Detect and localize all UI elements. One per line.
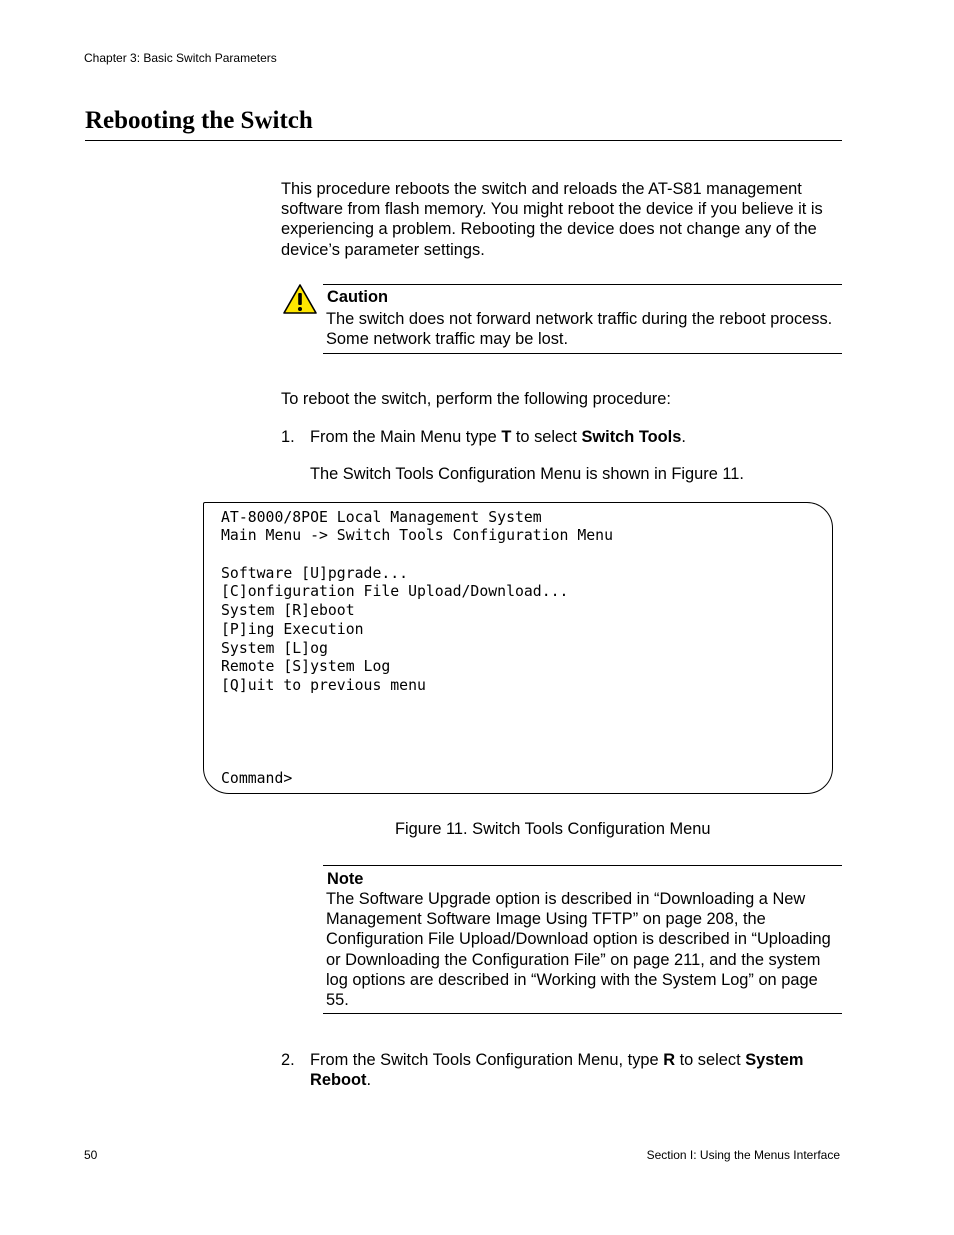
terminal-line: [P]ing Execution <box>221 621 364 638</box>
title-rule <box>85 140 842 141</box>
terminal-line: Software [U]pgrade... <box>221 565 409 582</box>
terminal-line: Main Menu -> Switch Tools Configuration Menu <box>221 527 613 544</box>
note-text: The Software Upgrade option is described in “Downloading a New Management Software Image Using TFTP” on page 208, the Configuration File Upload/Download option is described in “Uploading or Downloading the Configuration File” on page 211, and the system log options are described in “Working with the System Log” on page 55. <box>326 890 831 1010</box>
terminal-line: [C]onfiguration File Upload/Download... <box>221 583 569 600</box>
note-heading: Note <box>327 870 364 888</box>
caution-callout <box>323 284 842 354</box>
step-1-result: The Switch Tools Configuration Menu is shown in Figure 11. <box>310 465 744 483</box>
section-title: Rebooting the Switch <box>85 107 313 134</box>
terminal-screen <box>203 502 833 794</box>
figure-caption: Figure 11. Switch Tools Configuration Menu <box>395 820 711 838</box>
step-2-target: System Reboot <box>310 1051 804 1090</box>
caution-heading: Caution <box>327 288 389 306</box>
intro-paragraph: This procedure reboots the switch and reloads the AT-S81 management software from flash memory. You might reboot the device if you believe it is experiencing a problem. Rebooting the device does not change any of the device’s parameter settings. <box>281 180 823 259</box>
terminal-line: AT-8000/8POE Local Management System <box>221 509 542 526</box>
step-1-key: T <box>501 428 512 446</box>
step-1-target: Switch Tools <box>581 428 682 446</box>
step-2-number: 2. <box>281 1051 295 1069</box>
terminal-line: Remote [S]ystem Log <box>221 658 391 675</box>
warning-triangle-icon <box>282 283 318 315</box>
terminal-line: System [L]og <box>221 640 328 657</box>
step-1-number: 1. <box>281 428 295 446</box>
step-2-key: R <box>663 1051 676 1069</box>
page-number: 50 <box>84 1148 98 1162</box>
terminal-line: System [R]eboot <box>221 602 355 619</box>
note-callout <box>323 865 842 1014</box>
step-2-text: From the Switch Tools Configuration Menu, type R to select System Reboot. <box>310 1051 804 1090</box>
running-header: Chapter 3: Basic Switch Parameters <box>84 51 277 65</box>
caution-text: The switch does not forward network traffic during the reboot process. Some network traffic may be lost. <box>326 310 833 349</box>
procedure-intro: To reboot the switch, perform the following procedure: <box>281 390 671 408</box>
terminal-prompt: Command> <box>221 770 293 787</box>
running-footer: Section I: Using the Menus Interface <box>646 1148 840 1162</box>
step-1-text: From the Main Menu type T to select Switch Tools. <box>310 428 686 446</box>
terminal-line: [Q]uit to previous menu <box>221 677 426 694</box>
